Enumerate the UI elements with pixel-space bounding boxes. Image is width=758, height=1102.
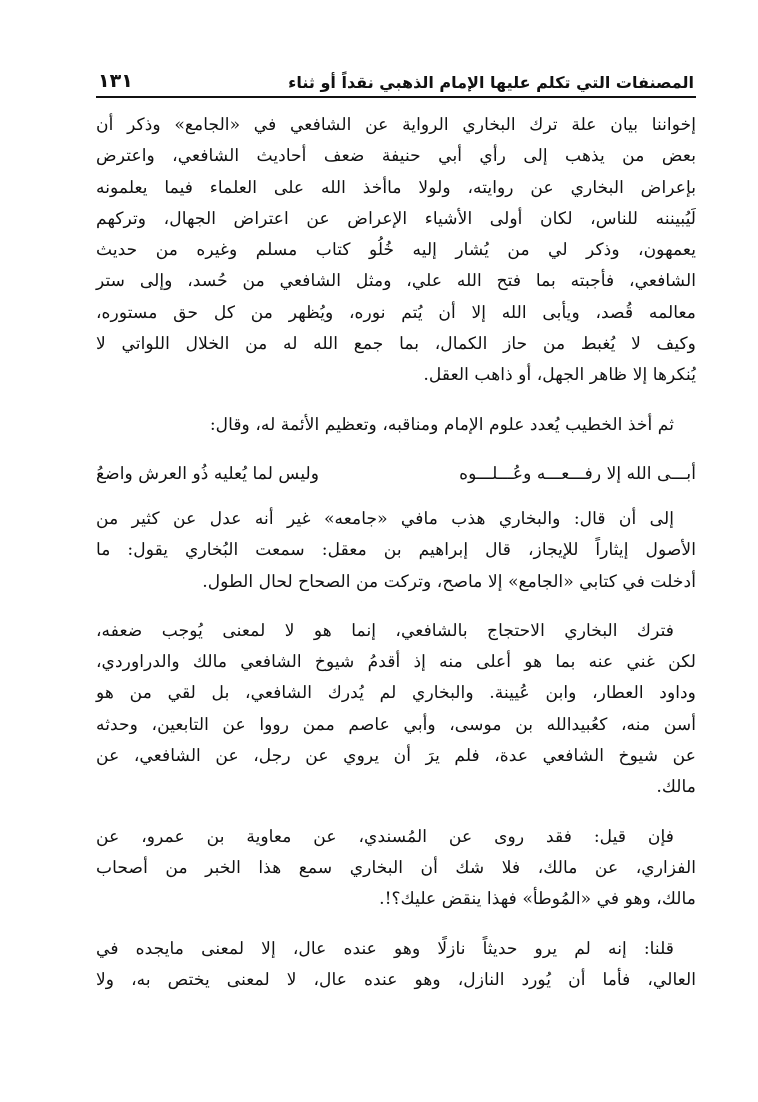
text-line: العالي، فأما أن يُورد النازل، وهو عنده عال، لا لمعنى يختص به، ولا [96,969,696,990]
text-line: لَيُبيننه للناس، لكان أولى الأشياء الإعراض عن اعتراض الجهال، وتركهم [96,208,696,229]
text-line: بعض من يذهب إلى رأي أبي حنيفة ضعف أحاديث الشافعي، واعترض [96,146,696,167]
poem-verse [96,459,696,490]
text-line: معالمه قُصد، ويأبى الله إلا أن يُتم نوره، ويُظهر من كل حق مستوره، [96,302,696,323]
paragraph-1 [96,110,696,392]
text-line: الفزاري، عن مالك، فلا شك أن البخاري سمع هذا الخبر من أصحاب [96,857,696,878]
text-line: فإن قيل: فقد روى عن المُسندي، عن معاوية بن عمرو، عن [96,826,674,847]
text-line: إلى أن قال: والبخاري هذب مافي «جامعه» غير أنه عدل عن كثير من [96,508,674,529]
poem-left-hemistich: وليس لما يُعليه ذُو العرش واضعُ [96,463,320,484]
text-line: قلنا: إنه لم يرو حديثاً نازلًا وهو عنده عال، إلا لمعنى مايجده في [96,938,674,959]
text-line: بإعراض البخاري عن روايته، ولولا ماأخذ الله على العلماء فيما يعلمونه [96,177,696,198]
text-line: مالك. [656,777,696,798]
poem-right-hemistich: أبـــى الله إلا رفـــعـــه وعُـــلـــوه [459,463,696,484]
page-header [96,56,696,92]
running-title: المصنفات التي تكلم عليها الإمام الذهبي نقداً أو ثناء [288,73,694,92]
text-line: لكن غني عنه بما هو أعلى منه إذ أقدمُ شيوخ الشافعي مالك والدراوردي، [96,652,696,673]
text-line: الشافعي، فأجبته بما فتح الله علي، ومثل الشافعي من حُسد، وإلى ستر [96,271,696,292]
paragraph-3 [96,504,696,598]
text-line: إخواننا بيان علة ترك البخاري الرواية عن الشافعي في «الجامع» وذكر أن [96,115,696,135]
text-line: الأصول إيثاراً للإيجاز، قال إبراهيم بن معقل: سمعت البُخاري يقول: ما [96,540,696,561]
text-line: عن شيوخ الشافعي عدة، فلم يرَ أن يروي عن رجل، عن الشافعي، عن [96,746,696,767]
text-line: أسن منه، كعُبيدالله بن موسى، وأبي عاصم ممن رووا عن التابعين، وحدثه [96,714,696,735]
book-page [96,56,696,996]
text-line: يُنكرها إلا ظاهر الجهل، أو ذاهب العقل. [423,365,696,386]
paragraph-4 [96,616,696,804]
text-line: فترك البخاري الاحتجاج بالشافعي، إنما هو لا لمعنى يُوجب ضعفه، [96,620,674,641]
paragraph-5 [96,822,696,916]
text-line: أدخلت في كتابي «الجامع» إلا ماصح، وتركت من الصحاح لحال الطول. [202,571,696,592]
text-line: وكيف لا يُغبط من حاز الكمال، بما جمع الله له من الخلال اللواتي لا [96,334,696,355]
page-number: ١٣١ [98,70,133,92]
text-line: ثم أخذ الخطيب يُعدد علوم الإمام ومناقبه، وتعظيم الأئمة له، وقال: [209,414,674,435]
text-line: يعمهون، وذكر لي من يُشار إليه خُلُو كتاب مسلم وغيره من حديث [96,240,696,261]
text-line: وداود العطار، وابن عُيينة. والبخاري لم يُدرك الشافعي، بل لقي من هو [96,683,696,704]
header-divider [96,96,696,98]
paragraph-2 [96,410,696,441]
paragraph-6 [96,934,696,997]
text-line: مالك، وهو في «المُوطأ» فهذا ينقض عليك؟!. [379,889,696,910]
